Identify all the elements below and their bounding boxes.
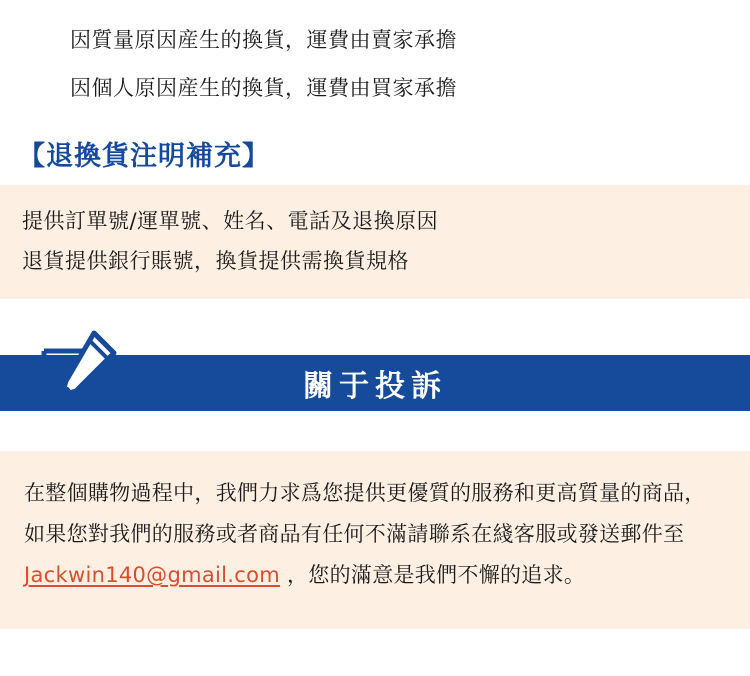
exchange-note-line: 退貨提供銀行賬號，換貨提供需換貨規格 — [22, 249, 409, 273]
complaint-text-panel — [0, 451, 750, 629]
complaint-text-before-email: 在整個購物過程中，我們力求爲您提供更優質的服務和更高質量的商品，如果您對我們的服務或者商品有任何不滿請聯系在綫客服或發送郵件至 — [24, 481, 706, 546]
pencil-edit-icon — [36, 327, 122, 413]
complaint-banner-title: 關于投訴 — [303, 369, 447, 404]
policy-line: 因個人原因産生的換貨，運費由買家承擔 — [70, 76, 457, 100]
exchange-note-panel — [0, 185, 750, 299]
policy-line: 因質量原因産生的換貨，運費由賣家承擔 — [70, 28, 457, 52]
return-policy-list — [0, 0, 750, 112]
exchange-note-line: 提供訂單號/運單號、姓名、電話及退換原因 — [22, 209, 439, 233]
complaint-paragraph — [24, 473, 726, 596]
complaint-text-after-email: ，您的滿意是我們不懈的追求。 — [280, 563, 586, 587]
complaint-banner — [0, 355, 750, 415]
exchange-note-heading: 【退換貨注明補充】 — [18, 141, 270, 172]
support-email-link[interactable]: Jackwin140@gmail.com — [24, 563, 281, 587]
